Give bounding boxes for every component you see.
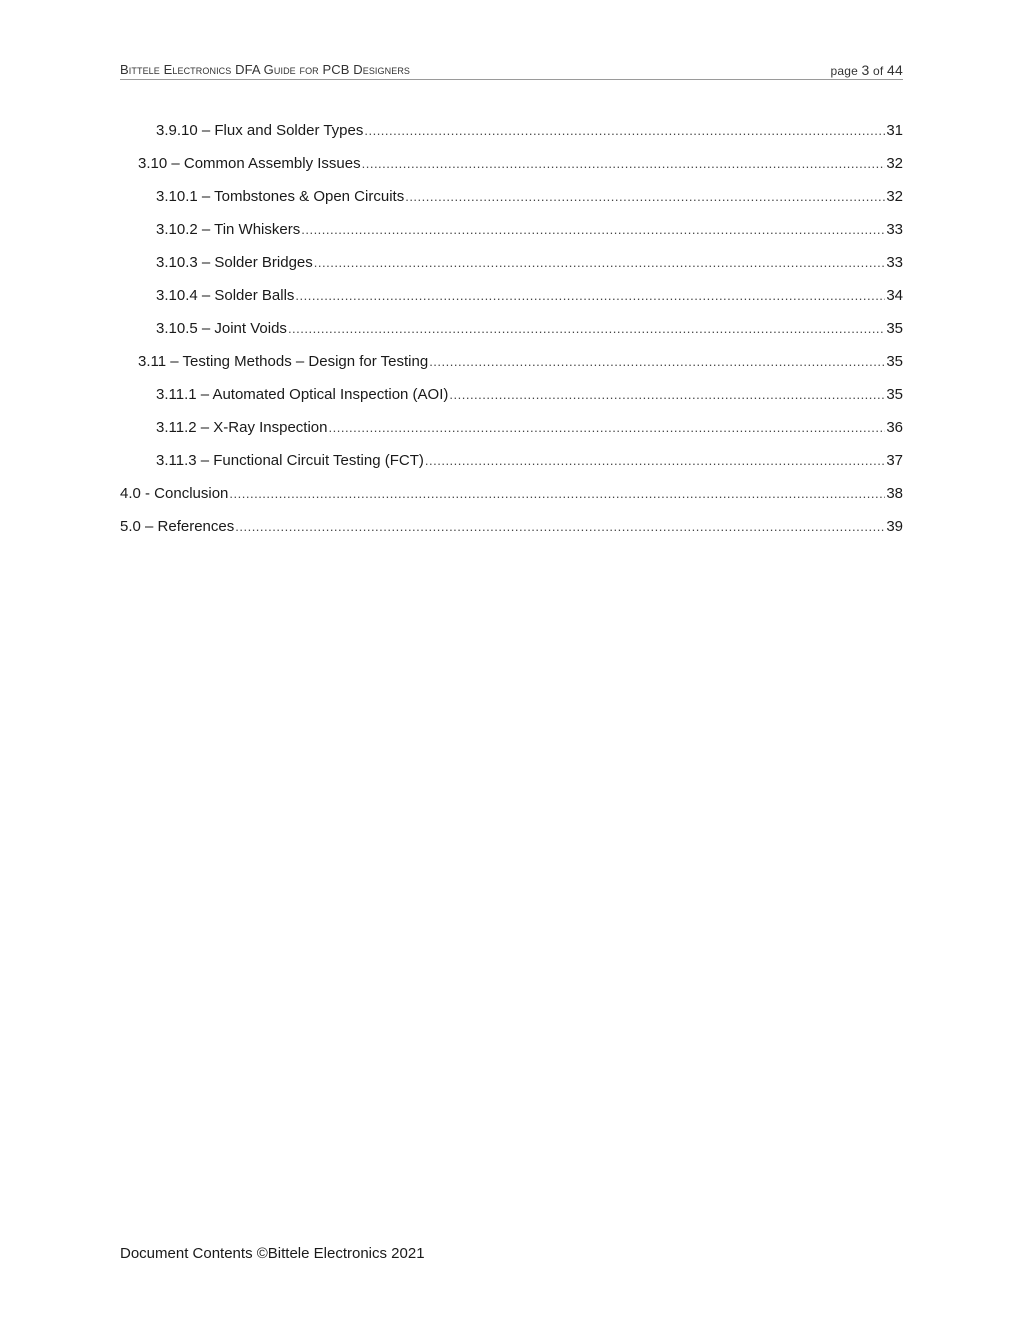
toc-dot-leader [301,220,885,240]
toc-entry[interactable] [120,352,903,385]
toc-entry[interactable] [120,154,903,187]
toc-entry[interactable] [120,286,903,319]
page-indicator [830,62,903,78]
toc-entry[interactable] [120,451,903,484]
toc-entry-page-number: 33 [886,221,903,238]
toc-dot-leader [288,319,885,339]
toc-entry[interactable] [120,385,903,418]
toc-entry-title: 3.10.5 – Joint Voids [156,320,287,337]
toc-entry[interactable] [120,253,903,286]
toc-entry-title: 4.0 - Conclusion [120,485,229,502]
toc-dot-leader [295,286,885,306]
toc-dot-leader [362,154,885,174]
toc-dot-leader [429,352,885,372]
toc-entry-page-number: 35 [886,320,903,337]
toc-dot-leader [364,121,885,141]
page-footer: Document Contents ©Bittele Electronics 2021 [120,1245,425,1262]
toc-entry-page-number: 36 [886,419,903,436]
toc-dot-leader [449,385,885,405]
toc-entry-page-number: 33 [886,254,903,271]
toc-entry-title: 3.11.2 – X-Ray Inspection [156,419,328,436]
toc-dot-leader [425,451,885,471]
toc-entry-page-number: 32 [886,155,903,172]
toc-dot-leader [314,253,885,273]
toc-entry[interactable] [120,121,903,154]
toc-dot-leader [405,187,885,207]
toc-dot-leader [329,418,886,438]
toc-entry-title: 3.11.1 – Automated Optical Inspection (AOI) [156,386,449,403]
toc-entry[interactable] [120,517,903,550]
toc-entry-title: 5.0 – References [120,518,235,535]
toc-entry-page-number: 35 [886,353,903,370]
toc-dot-leader [229,484,885,504]
current-page-number: 3 [861,62,870,78]
toc-entry-title: 3.10.1 – Tombstones & Open Circuits [156,188,405,205]
of-word: of [873,64,884,78]
toc-entry-page-number: 31 [886,122,903,139]
toc-entry[interactable] [120,484,903,517]
toc-entry[interactable] [120,220,903,253]
page-header [120,60,903,80]
page-word: page [830,64,858,78]
toc-entry-title: 3.10.2 – Tin Whiskers [156,221,301,238]
toc-entry-title: 3.11 – Testing Methods – Design for Testing [138,353,429,370]
toc-dot-leader [235,517,885,537]
toc-entry-page-number: 32 [886,188,903,205]
toc-entry-page-number: 34 [886,287,903,304]
toc-entry-page-number: 37 [886,452,903,469]
toc-entry[interactable] [120,418,903,451]
document-title: Bittele Electronics DFA Guide for PCB Designers [120,62,411,77]
toc-entry[interactable] [120,319,903,352]
toc-entry-page-number: 39 [886,518,903,535]
toc-entry-title: 3.11.3 – Functional Circuit Testing (FCT) [156,452,424,469]
toc-entry[interactable] [120,187,903,220]
toc-entry-page-number: 38 [886,485,903,502]
total-pages: 44 [887,62,903,78]
toc-entry-title: 3.10.3 – Solder Bridges [156,254,313,271]
toc-entry-page-number: 35 [886,386,903,403]
toc-entry-title: 3.10 – Common Assembly Issues [138,155,361,172]
toc-entry-title: 3.9.10 – Flux and Solder Types [156,122,364,139]
table-of-contents [120,121,903,550]
toc-entry-title: 3.10.4 – Solder Balls [156,287,295,304]
